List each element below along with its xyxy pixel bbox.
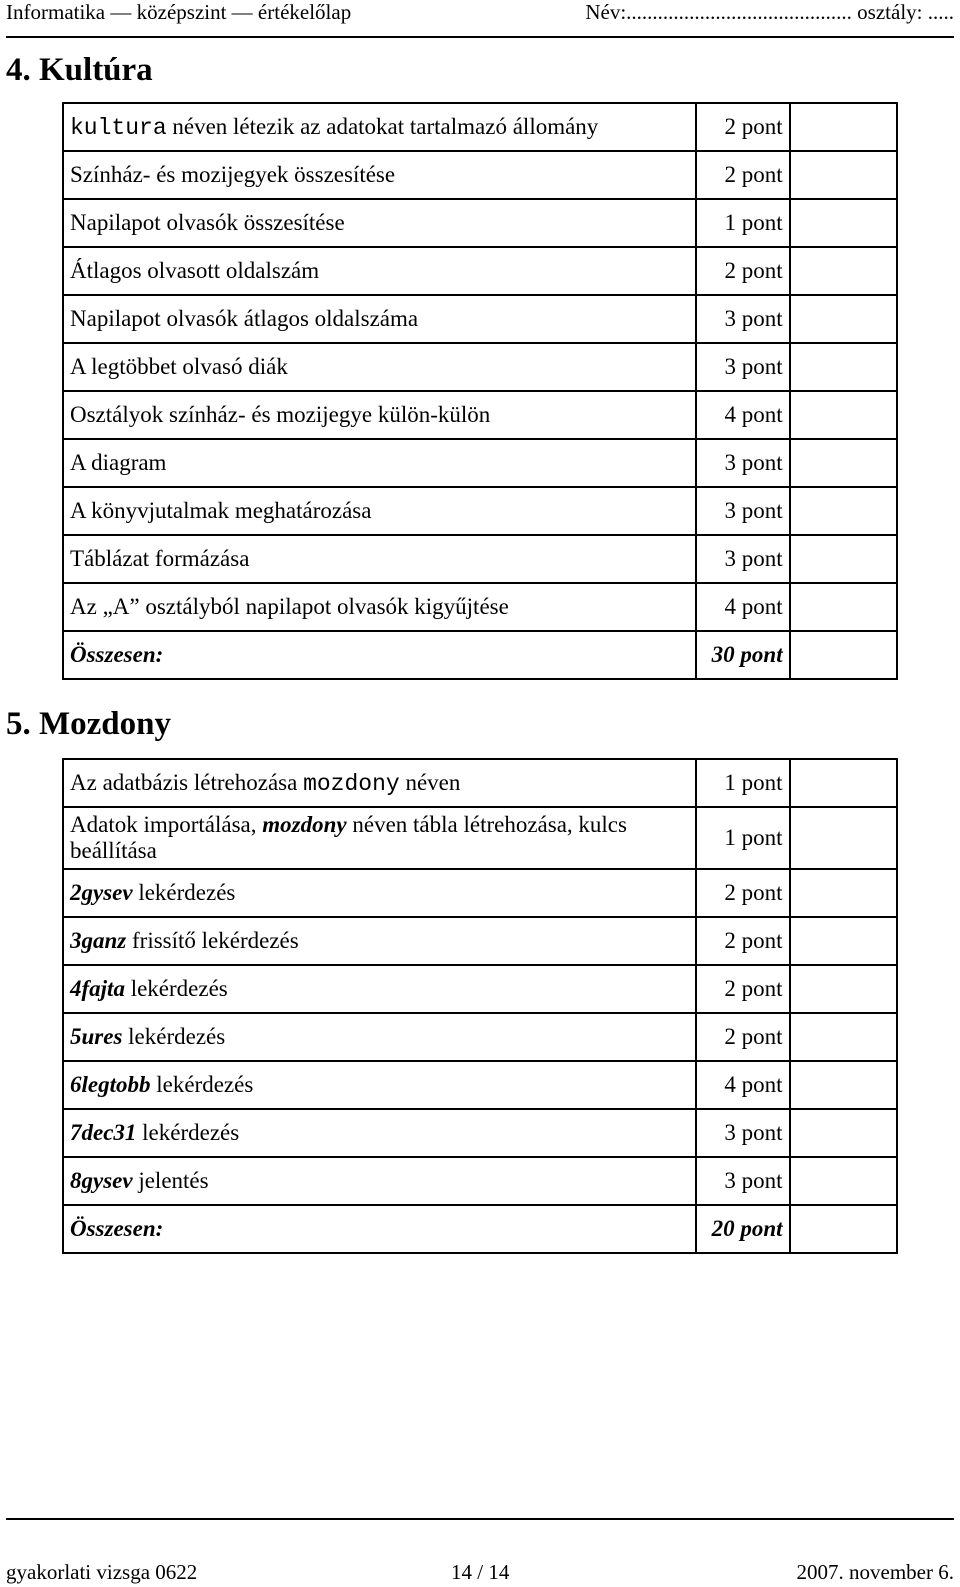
row-description bbox=[63, 199, 696, 247]
score-cell bbox=[790, 807, 897, 869]
row-points: 3 pont bbox=[696, 439, 790, 487]
row-points: 2 pont bbox=[696, 917, 790, 965]
footer-date: 2007. november 6. bbox=[796, 1560, 954, 1584]
row-text: Színház- és mozijegyek összesítése bbox=[70, 162, 396, 187]
row-description bbox=[63, 759, 696, 807]
score-cell bbox=[790, 917, 897, 965]
row-text: néven létezik az adatokat tartalmazó állomány bbox=[166, 113, 599, 139]
row-points: 2 pont bbox=[696, 965, 790, 1013]
row-code: kultura bbox=[70, 114, 167, 141]
row-points: 4 pont bbox=[696, 391, 790, 439]
section-5-name: Mozdony bbox=[39, 706, 171, 742]
row-points: 1 pont bbox=[696, 759, 790, 807]
table-row bbox=[63, 343, 897, 391]
row-text-pre: Az adatbázis létrehozása bbox=[70, 769, 304, 795]
score-cell bbox=[790, 1109, 897, 1157]
section-5-number: 5. bbox=[6, 706, 31, 742]
row-object-name: 3ganz bbox=[70, 928, 127, 953]
footer-page-number: 14 / 14 bbox=[451, 1560, 510, 1584]
section-4-name: Kultúra bbox=[39, 52, 153, 88]
row-description bbox=[63, 103, 696, 151]
row-object-name: 2gysev bbox=[70, 880, 133, 905]
row-object-name: 7dec31 bbox=[70, 1120, 137, 1145]
table-row bbox=[63, 1061, 897, 1109]
row-description bbox=[63, 391, 696, 439]
total-score-cell bbox=[790, 631, 897, 679]
row-text: Osztályok színház- és mozijegye külön-külön bbox=[70, 402, 491, 427]
row-points: 4 pont bbox=[696, 1061, 790, 1109]
score-cell bbox=[790, 583, 897, 631]
section-4-table bbox=[62, 102, 898, 680]
row-text: Napilapot olvasók összesítése bbox=[70, 210, 345, 235]
row-points: 1 pont bbox=[696, 199, 790, 247]
score-cell bbox=[790, 869, 897, 917]
score-cell bbox=[790, 1013, 897, 1061]
row-points: 3 pont bbox=[696, 295, 790, 343]
score-cell bbox=[790, 391, 897, 439]
row-description bbox=[63, 1013, 696, 1061]
row-object-name: 5ures bbox=[70, 1024, 123, 1049]
section-4-title bbox=[6, 52, 153, 89]
row-description bbox=[63, 439, 696, 487]
score-cell bbox=[790, 487, 897, 535]
row-text: Napilapot olvasók átlagos oldalszáma bbox=[70, 306, 419, 331]
score-cell bbox=[790, 439, 897, 487]
row-points: 3 pont bbox=[696, 1109, 790, 1157]
table-row bbox=[63, 1109, 897, 1157]
row-object-name: mozdony bbox=[262, 812, 347, 837]
score-cell bbox=[790, 247, 897, 295]
row-description bbox=[63, 965, 696, 1013]
total-row bbox=[63, 631, 897, 679]
section-4-number: 4. bbox=[6, 52, 31, 88]
table-row bbox=[63, 869, 897, 917]
row-points: 2 pont bbox=[696, 247, 790, 295]
table-row bbox=[63, 535, 897, 583]
row-text: A legtöbbet olvasó diák bbox=[70, 354, 288, 379]
table-row bbox=[63, 247, 897, 295]
row-points: 3 pont bbox=[696, 535, 790, 583]
score-cell bbox=[790, 1061, 897, 1109]
total-label: Összesen: bbox=[63, 1205, 696, 1253]
row-description bbox=[63, 295, 696, 343]
row-points: 2 pont bbox=[696, 869, 790, 917]
row-text: néven bbox=[399, 769, 461, 795]
footer-exam-code: gyakorlati vizsga 0622 bbox=[6, 1560, 198, 1584]
page-header bbox=[6, 0, 954, 38]
row-points: 2 pont bbox=[696, 1013, 790, 1061]
total-label: Összesen: bbox=[63, 631, 696, 679]
row-description bbox=[63, 1157, 696, 1205]
row-text: lekérdezés bbox=[124, 976, 228, 1001]
row-points: 3 pont bbox=[696, 1157, 790, 1205]
table-row bbox=[63, 583, 897, 631]
row-text: Táblázat formázása bbox=[70, 546, 250, 571]
row-description bbox=[63, 247, 696, 295]
total-score-cell bbox=[790, 1205, 897, 1253]
row-points: 2 pont bbox=[696, 103, 790, 151]
row-points: 2 pont bbox=[696, 151, 790, 199]
row-description bbox=[63, 583, 696, 631]
row-description bbox=[63, 487, 696, 535]
row-text: lekérdezés bbox=[150, 1072, 254, 1097]
table-row bbox=[63, 1157, 897, 1205]
table-row bbox=[63, 295, 897, 343]
table-row bbox=[63, 965, 897, 1013]
score-cell bbox=[790, 151, 897, 199]
table-row bbox=[63, 151, 897, 199]
row-description bbox=[63, 1061, 696, 1109]
table-row bbox=[63, 199, 897, 247]
row-description bbox=[63, 343, 696, 391]
row-code: mozdony bbox=[303, 770, 400, 797]
row-text: Az „A” osztályból napilapot olvasók kigyűjtése bbox=[70, 594, 509, 619]
row-text: lekérdezés bbox=[132, 880, 236, 905]
row-description bbox=[63, 151, 696, 199]
row-object-name: 8gysev bbox=[70, 1168, 133, 1193]
row-text-pre: Adatok importálása, bbox=[70, 812, 263, 837]
score-cell bbox=[790, 965, 897, 1013]
table-row bbox=[63, 759, 897, 807]
score-cell bbox=[790, 103, 897, 151]
score-cell bbox=[790, 295, 897, 343]
row-description bbox=[63, 1109, 696, 1157]
row-text: Átlagos olvasott oldalszám bbox=[70, 258, 320, 283]
table-row bbox=[63, 1013, 897, 1061]
row-text: A könyvjutalmak meghatározása bbox=[70, 498, 372, 523]
score-cell bbox=[790, 199, 897, 247]
header-name-class: Név:........................................... osztály: ..... bbox=[585, 0, 954, 24]
score-cell bbox=[790, 535, 897, 583]
row-text: A diagram bbox=[70, 450, 167, 475]
row-text: frissítő lekérdezés bbox=[126, 928, 299, 953]
score-cell bbox=[790, 759, 897, 807]
total-points: 20 pont bbox=[696, 1205, 790, 1253]
table-row bbox=[63, 917, 897, 965]
row-text: néven tábla létrehozása, kulcs beállítása bbox=[70, 812, 627, 863]
row-object-name: 4fajta bbox=[70, 976, 125, 1001]
row-points: 4 pont bbox=[696, 583, 790, 631]
table-row bbox=[63, 103, 897, 151]
total-points: 30 pont bbox=[696, 631, 790, 679]
row-text: jelentés bbox=[132, 1168, 209, 1193]
row-points: 3 pont bbox=[696, 343, 790, 391]
score-cell bbox=[790, 343, 897, 391]
table-row bbox=[63, 439, 897, 487]
page-footer bbox=[6, 1518, 954, 1587]
section-5-table bbox=[62, 758, 898, 1254]
table-row bbox=[63, 807, 897, 869]
table-row bbox=[63, 391, 897, 439]
row-text: lekérdezés bbox=[122, 1024, 226, 1049]
row-points: 3 pont bbox=[696, 487, 790, 535]
row-description bbox=[63, 869, 696, 917]
total-row bbox=[63, 1205, 897, 1253]
header-subject: Informatika — középszint — értékelőlap bbox=[6, 0, 352, 24]
row-text: lekérdezés bbox=[136, 1120, 240, 1145]
row-description bbox=[63, 535, 696, 583]
section-5-title bbox=[6, 706, 171, 743]
row-description bbox=[63, 917, 696, 965]
score-cell bbox=[790, 1157, 897, 1205]
row-points: 1 pont bbox=[696, 807, 790, 869]
row-description bbox=[63, 807, 696, 869]
table-row bbox=[63, 487, 897, 535]
row-object-name: 6legtobb bbox=[70, 1072, 151, 1097]
